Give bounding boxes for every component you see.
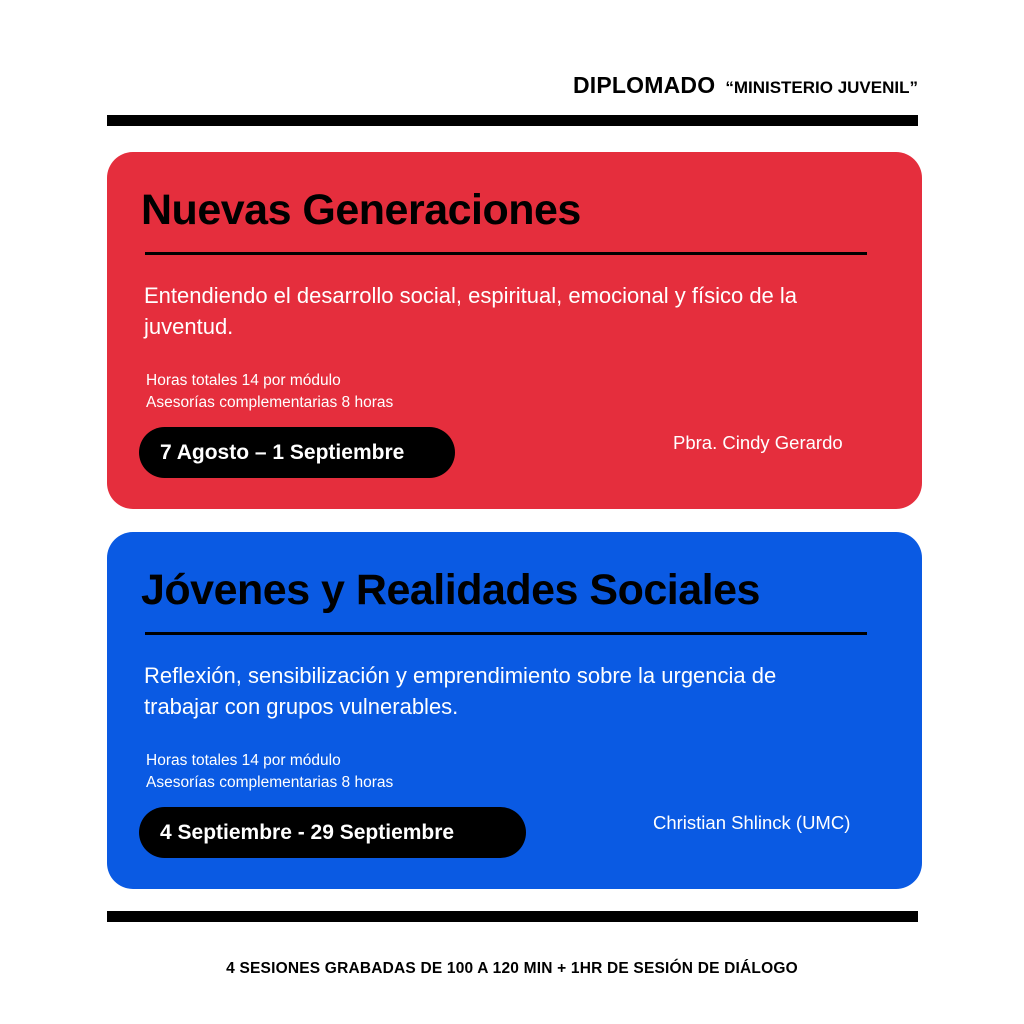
instructor-name: Pbra. Cindy Gerardo (673, 432, 843, 453)
hours-total: Horas totales 14 por módulo (146, 752, 341, 769)
module-description: Entendiendo el desarrollo social, espiritual, emocional y físico de la juventud. (144, 283, 798, 339)
date-range-badge: 7 Agosto – 1 Septiembre (139, 427, 455, 478)
hours-total: Horas totales 14 por módulo (146, 372, 341, 389)
module-hours (146, 370, 393, 414)
module-hours (146, 750, 393, 794)
module-description: Reflexión, sensibilización y emprendimiento sobre la urgencia de trabajar con grupos vulnerables. (144, 663, 777, 719)
bottom-divider (107, 911, 918, 922)
hours-complementary: Asesorías complementarias 8 horas (146, 774, 394, 791)
hours-complementary: Asesorías complementarias 8 horas (146, 394, 394, 411)
module-card-jovenes-realidades (107, 532, 922, 889)
module-title: Jóvenes y Realidades Sociales (141, 566, 760, 614)
header-title (573, 72, 918, 99)
module-card-nuevas-generaciones (107, 152, 922, 509)
program-name: “MINISTERIO JUVENIL” (725, 78, 918, 97)
instructor-name: Christian Shlinck (UMC) (653, 812, 851, 833)
date-range-badge: 4 Septiembre - 29 Septiembre (139, 807, 526, 858)
diplomado-label: DIPLOMADO (572, 72, 716, 98)
top-divider (107, 115, 918, 126)
title-divider (145, 632, 867, 635)
title-divider (145, 252, 867, 255)
module-title: Nuevas Generaciones (141, 186, 581, 234)
footer-note: 4 SESIONES GRABADAS DE 100 A 120 MIN + 1HR DE SESIÓN DE DIÁLOGO (226, 960, 798, 977)
